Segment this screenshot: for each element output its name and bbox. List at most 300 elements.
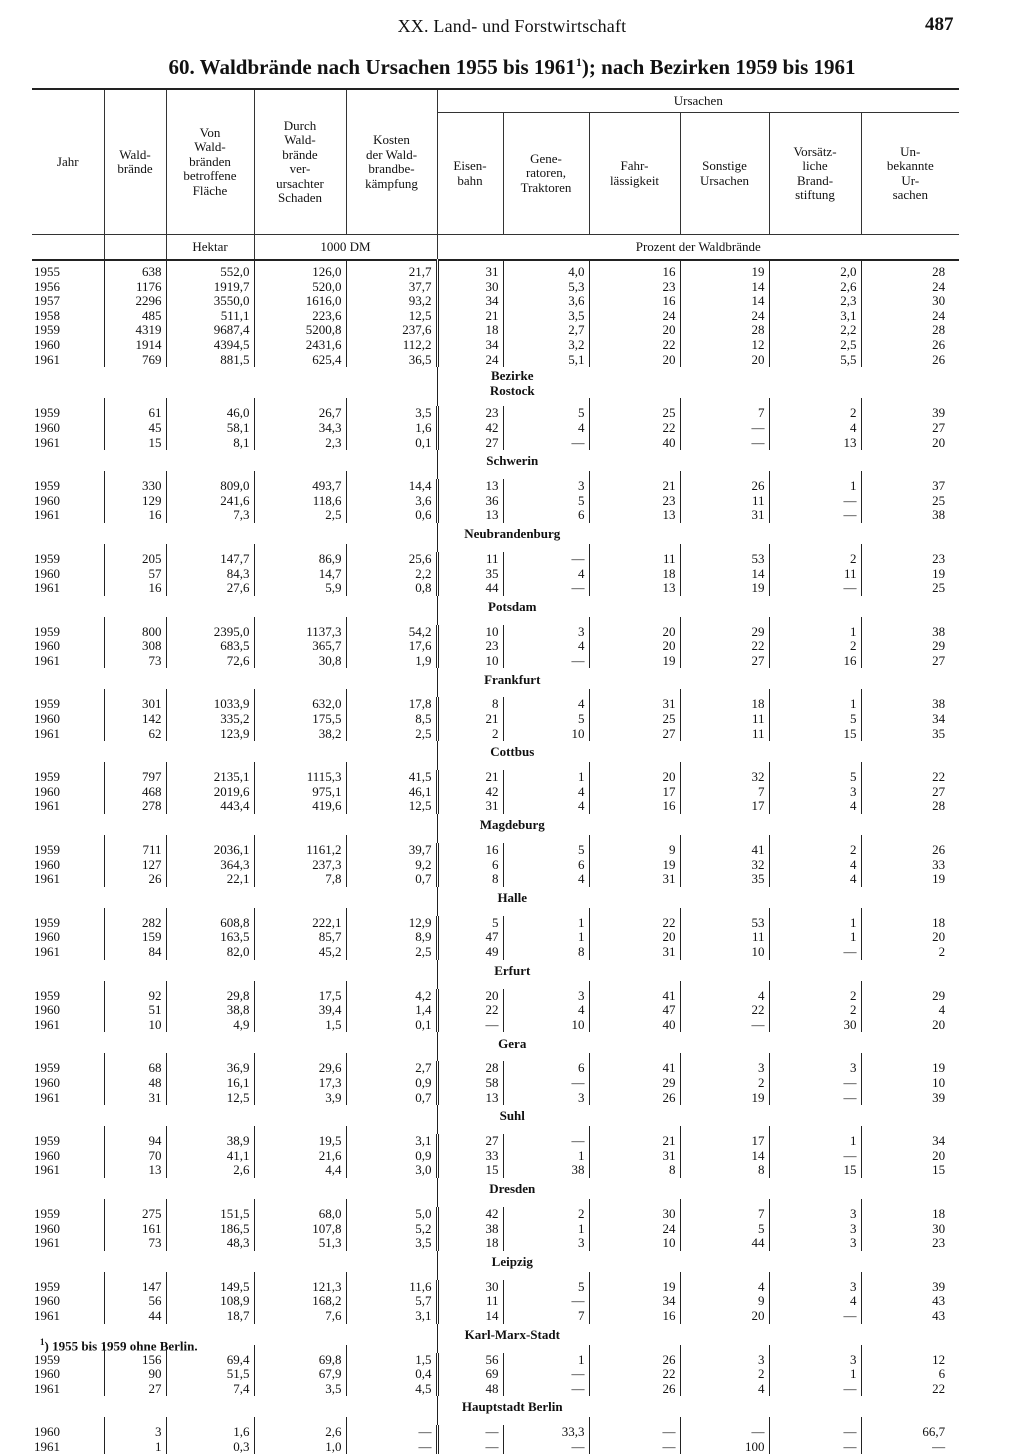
value-cell: 1 [104,1440,166,1454]
value-cell: 54,2 [346,625,437,640]
value-cell: 10 [503,1018,589,1033]
value-cell: 86,9 [254,552,346,567]
value-cell: — [769,1149,861,1164]
year-cell: 1959 [32,406,104,421]
value-cell: 14 [680,294,769,309]
year-cell: 1961 [32,799,104,814]
value-cell: 21 [437,712,503,727]
table-row [32,581,959,596]
value-cell: 159 [104,930,166,945]
year-cell: 1961 [32,1091,104,1106]
value-cell: 31 [680,508,769,523]
district-header [32,668,959,689]
running-head [0,16,1024,42]
value-cell: 25 [589,712,680,727]
value-cell: 3,2 [503,338,589,353]
page-number: 487 [925,14,954,35]
value-cell: — [932,1438,946,1454]
value-cell: 35 [680,872,769,887]
value-cell: 8 [589,1163,680,1178]
value-cell: 31 [437,260,503,280]
value-cell: 42 [437,1207,503,1222]
value-cell: 22 [680,639,769,654]
value-cell: 92 [104,989,166,1004]
value-cell: 5 [503,843,589,858]
value-cell: 4394,5 [166,338,254,353]
year-cell: 1956 [32,280,104,295]
table-row [32,785,959,800]
value-cell: 3,1 [346,1134,437,1149]
year-cell: 1961 [32,1236,104,1251]
value-cell: 4 [503,785,589,800]
value-cell: — [346,1440,437,1454]
value-cell: 123,9 [166,727,254,742]
value-cell: 18 [437,1236,503,1251]
value-cell: 0,9 [346,1076,437,1091]
year-cell: 1957 [32,294,104,309]
year-cell: 1960 [32,712,104,727]
value-cell: 3 [680,1061,769,1076]
table-row [32,1382,959,1397]
value-cell: 26 [932,336,946,352]
value-cell: 33 [437,1149,503,1164]
value-cell: — [680,1018,769,1033]
value-cell: — [769,1425,861,1440]
value-cell: 6 [938,1366,946,1382]
value-cell: 70 [104,1149,166,1164]
table-row [32,1425,959,1440]
value-cell: 2 [938,944,946,959]
section-title: XX. Land- und Forstwirtschaft [397,16,627,36]
value-cell: 12 [932,1351,946,1367]
value-cell: 10 [503,727,589,742]
value-cell: 0,1 [346,436,437,451]
value-cell: 84 [104,945,166,960]
value-cell: 7 [503,1309,589,1324]
value-cell: 27 [932,783,946,799]
value-cell: 147,7 [166,552,254,567]
value-cell: 1033,9 [166,697,254,712]
value-cell: — [769,1076,861,1091]
value-cell: 22 [680,1003,769,1018]
value-cell: 3 [769,1280,861,1295]
district-header [32,1105,959,1126]
district-label: Potsdam [488,598,537,614]
value-cell: 16 [589,799,680,814]
value-cell: 43 [932,1293,946,1309]
value-cell: 27 [104,1382,166,1397]
district-header [32,1396,959,1417]
value-cell: 142 [104,712,166,727]
value-cell: 24 [589,309,680,324]
col-head-generatoren [503,113,589,235]
value-cell: 30 [769,1018,861,1033]
value-cell: 8 [503,945,589,960]
value-cell: 26 [932,351,946,367]
value-cell: 42 [437,785,503,800]
value-cell: 53 [680,916,769,931]
value-cell: 16 [589,294,680,309]
table-title-main: 60. Waldbrände nach Ursachen 1955 bis 1961 [168,55,576,79]
district-label: Halle [497,890,528,906]
value-cell: 51,3 [254,1236,346,1251]
value-cell: 17,3 [254,1076,346,1091]
value-cell: 23 [932,550,946,566]
value-cell: 121,3 [254,1280,346,1295]
value-cell: 3 [104,1425,166,1440]
value-cell: 1 [769,1367,861,1382]
value-cell: 10 [437,654,503,669]
value-cell: 5,5 [769,353,861,368]
district-header [32,1032,959,1053]
value-cell: 9 [589,843,680,858]
value-cell: 5 [503,494,589,509]
value-cell: 2,5 [346,727,437,742]
value-cell: 8 [680,1163,769,1178]
value-cell: 975,1 [254,785,346,800]
table-row [32,697,959,712]
year-cell: 1955 [32,260,104,280]
district-header [32,960,959,981]
value-cell: 364,3 [166,858,254,873]
col-head-unbekannt [861,113,959,235]
year-cell: 1959 [32,916,104,931]
col-head-flaeche-text: Von Wald- bränden betroffene Fläche [183,124,237,198]
value-cell: 4 [938,1002,946,1018]
value-cell: 3550,0 [166,294,254,309]
value-cell: 58,1 [166,421,254,436]
table-body [32,260,959,1454]
value-cell: 16 [769,654,861,669]
value-cell: 44 [437,581,503,596]
value-cell: 58 [437,1076,503,1091]
value-cell: 2395,0 [166,625,254,640]
value-cell: 5,9 [254,581,346,596]
value-cell: 800 [104,625,166,640]
value-cell: — [769,1309,861,1324]
value-cell: 13 [437,508,503,523]
value-cell: 4 [680,989,769,1004]
table-row [32,406,959,421]
value-cell: 69,4 [166,1353,254,1368]
value-cell: 1616,0 [254,294,346,309]
value-cell: 30 [437,1280,503,1295]
table-row [32,916,959,931]
value-cell: 0,7 [346,1091,437,1106]
table-row [32,552,959,567]
value-cell: — [503,1382,589,1397]
value-cell: 26 [589,1382,680,1397]
value-cell: — [437,1440,503,1454]
value-cell: 608,8 [166,916,254,931]
value-cell: 1914 [104,338,166,353]
value-cell: 20 [932,1016,946,1032]
value-cell: 18 [589,567,680,582]
value-cell: 48 [437,1382,503,1397]
value-cell: 552,0 [166,260,254,280]
value-cell: 27 [680,654,769,669]
value-cell: 49 [437,945,503,960]
value-cell: 39,4 [254,1003,346,1018]
value-cell: 14 [437,1309,503,1324]
value-cell: 20 [932,929,946,945]
value-cell: 48 [104,1076,166,1091]
value-cell: 5 [680,1222,769,1237]
value-cell: 0,6 [346,508,437,523]
table-row [32,654,959,669]
value-cell: 12,9 [346,916,437,931]
value-cell: 2036,1 [166,843,254,858]
value-cell: 10 [437,625,503,640]
value-cell: 24 [437,353,503,368]
table-row [32,1091,959,1106]
value-cell: 47 [437,930,503,945]
value-cell: 31 [104,1091,166,1106]
value-cell: 29 [589,1076,680,1091]
value-cell: 15 [769,1163,861,1178]
value-cell: 168,2 [254,1294,346,1309]
value-cell: 5 [503,406,589,421]
value-cell: 3,1 [769,309,861,324]
col-head-flaeche [166,89,254,235]
value-cell: 45 [104,421,166,436]
value-cell: 37 [932,478,946,494]
value-cell: 28 [932,264,946,279]
value-cell: 4 [680,1280,769,1295]
value-cell: 27 [437,436,503,451]
forest-fire-table [32,88,959,1454]
district-label: Neubrandenburg [464,526,561,542]
value-cell: 15 [437,1163,503,1178]
value-cell: 2,7 [346,1061,437,1076]
value-cell: 1919,7 [166,280,254,295]
value-cell: 237,6 [346,323,437,338]
value-cell: 1 [769,697,861,712]
value-cell: 90 [104,1367,166,1382]
value-cell: 163,5 [166,930,254,945]
value-cell: 14 [680,567,769,582]
value-cell: 20 [589,323,680,338]
value-cell: 3 [769,1236,861,1251]
value-cell: 34 [437,294,503,309]
value-cell: 20 [589,930,680,945]
value-cell: 31 [589,1149,680,1164]
value-cell: 8,1 [166,436,254,451]
district-label: Karl-Marx-Stadt [464,1326,560,1342]
value-cell: 36,5 [346,353,437,368]
value-cell: 16,1 [166,1076,254,1091]
table-row [32,1222,959,1237]
unit-empty-1 [32,235,104,261]
value-cell: 4,5 [346,1382,437,1397]
value-cell: 4,0 [503,260,589,280]
value-cell: 11 [437,552,503,567]
value-cell: 6 [503,1061,589,1076]
table-row [32,1003,959,1018]
value-cell: 20 [932,434,946,450]
value-cell: 27,6 [166,581,254,596]
unit-hektar: Hektar [166,235,254,261]
value-cell: 94 [104,1134,166,1149]
value-cell: 769 [104,353,166,368]
value-cell: 40 [589,436,680,451]
value-cell: 1 [769,479,861,494]
year-cell: 1959 [32,697,104,712]
bezirke-label: Bezirke [490,368,534,384]
value-cell: 1,9 [346,654,437,669]
value-cell: — [503,1076,589,1091]
year-cell: 1960 [32,858,104,873]
district-label: Magdeburg [479,817,545,833]
district-name-cottbus [437,741,589,762]
table-title [60,55,964,80]
value-cell: 17,6 [346,639,437,654]
value-cell: 126,0 [254,260,346,280]
col-head-fahrlaessigkeit [589,113,680,235]
value-cell: 5,1 [503,353,589,368]
district-label: Rostock [489,382,535,398]
value-cell: 282 [104,916,166,931]
value-cell: 107,8 [254,1222,346,1237]
value-cell: 2,2 [769,323,861,338]
value-cell: 23 [437,639,503,654]
value-cell: 13 [437,1091,503,1106]
value-cell: 24 [932,307,946,323]
table-row [32,1309,959,1324]
value-cell: 2 [437,727,503,742]
table-row [32,567,959,582]
value-cell: 7,4 [166,1382,254,1397]
value-cell: 625,4 [254,353,346,368]
value-cell: 2,6 [769,280,861,295]
district-name-suhl [437,1105,589,1126]
year-cell: 1959 [32,1207,104,1222]
value-cell: 2,0 [769,260,861,280]
value-cell: 21 [437,770,503,785]
value-cell: 39,7 [346,843,437,858]
value-cell: 29 [680,625,769,640]
year-cell: 1960 [32,1294,104,1309]
value-cell: 15 [769,727,861,742]
value-cell: 151,5 [166,1207,254,1222]
year-cell: 1960 [32,1003,104,1018]
value-cell: 17,8 [346,697,437,712]
value-cell: 8 [437,872,503,887]
value-cell: 4,4 [254,1163,346,1178]
value-cell: 2,6 [254,1425,346,1440]
col-head-generatoren-text: Gene- ratoren, Traktoren [520,150,572,195]
value-cell: 62 [104,727,166,742]
value-cell: 13 [437,479,503,494]
value-cell: 2 [680,1367,769,1382]
value-cell: 13 [104,1163,166,1178]
year-cell: 1961 [32,581,104,596]
value-cell: 3,6 [503,294,589,309]
value-cell: 1 [503,930,589,945]
value-cell: 25 [932,492,946,508]
year-cell: 1959 [32,989,104,1004]
table-row [32,353,959,368]
table-row [32,625,959,640]
value-cell: — [503,1134,589,1149]
value-cell: 4 [769,421,861,436]
value-cell: 20 [589,353,680,368]
value-cell: 14,7 [254,567,346,582]
value-cell: 38,2 [254,727,346,742]
value-cell: 6 [437,858,503,873]
col-head-schaden [254,89,346,235]
table-row [32,1061,959,1076]
value-cell: 156 [104,1353,166,1368]
value-cell: 69,8 [254,1353,346,1368]
value-cell: 41,1 [166,1149,254,1164]
value-cell: 10 [104,1018,166,1033]
value-cell: 4 [769,872,861,887]
value-cell: 301 [104,697,166,712]
value-cell: — [503,1294,589,1309]
col-head-waldbraende [104,89,166,235]
value-cell: 14 [680,280,769,295]
value-cell: 8,5 [346,712,437,727]
table-row [32,421,959,436]
value-cell: 118,6 [254,494,346,509]
value-cell: 24 [589,1222,680,1237]
value-cell: 37,7 [346,280,437,295]
value-cell: 10 [589,1236,680,1251]
table-row [32,727,959,742]
value-cell: — [589,1440,680,1454]
value-cell: 2 [769,989,861,1004]
value-cell: 223,6 [254,309,346,324]
value-cell: 33,3 [503,1425,589,1440]
value-cell: 2,3 [254,436,346,451]
year-cell: 1960 [32,421,104,436]
value-cell: 3 [769,1061,861,1076]
value-cell: 3 [503,479,589,494]
value-cell: — [769,1091,861,1106]
unit-empty-2 [104,235,166,261]
value-cell: 2 [680,1076,769,1091]
value-cell: 4 [769,799,861,814]
value-cell: 46,0 [166,406,254,421]
district-name-dresden [437,1178,589,1199]
value-cell: 30 [932,293,946,309]
value-cell: 22 [589,421,680,436]
value-cell: 29,8 [166,989,254,1004]
value-cell: — [680,421,769,436]
value-cell: 3 [503,1236,589,1251]
value-cell: — [769,508,861,523]
value-cell: 4,2 [346,989,437,1004]
value-cell: 241,6 [166,494,254,509]
district-header [32,887,959,908]
value-cell: 41 [589,989,680,1004]
year-cell: 1959 [32,479,104,494]
value-cell: 46,1 [346,785,437,800]
value-cell: 3,9 [254,1091,346,1106]
value-cell: 17 [680,799,769,814]
value-cell: 23 [589,494,680,509]
year-cell: 1960 [32,494,104,509]
value-cell: 3 [769,1207,861,1222]
value-cell: 30 [437,280,503,295]
value-cell: 11 [680,494,769,509]
value-cell: 1,5 [346,1353,437,1368]
value-cell: 2 [769,639,861,654]
table-row [32,1294,959,1309]
value-cell: 485 [104,309,166,324]
year-cell: 1961 [32,436,104,451]
